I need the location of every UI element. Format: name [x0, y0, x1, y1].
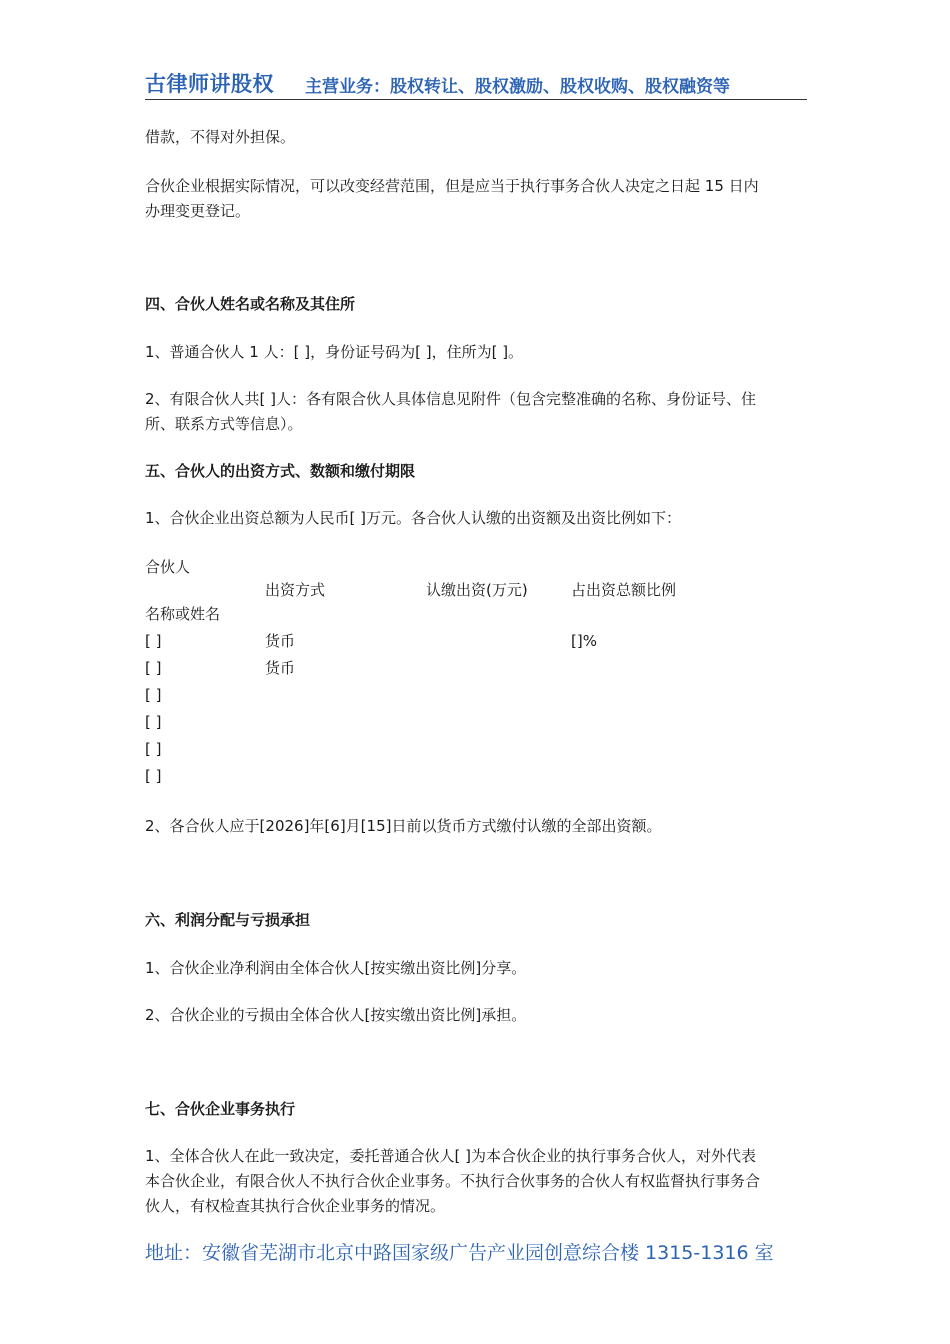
table-cell-method: 货币 — [265, 632, 296, 650]
paragraph: 本合伙企业，有限合伙人不执行合伙企业事务。不执行合伙事务的合伙人有权监督执行事务合 — [145, 1172, 761, 1190]
table-cell-name: [ ] — [145, 659, 162, 677]
paragraph: 1、全体合伙人在此一致决定，委托普通合伙人[ ]为本合伙企业的执行事务合伙人，对外代表 — [145, 1147, 757, 1165]
table-header-amount: 认缴出资(万元) — [426, 581, 528, 599]
paragraph: 所、联系方式等信息）。 — [145, 415, 303, 433]
section-heading: 七、合伙企业事务执行 — [145, 1100, 296, 1118]
table-header-ratio: 占出资总额比例 — [571, 581, 677, 599]
table-cell-name: [ ] — [145, 632, 162, 650]
paragraph: 1、普通合伙人 1 人：[ ]，身份证号码为[ ]，住所为[ ]。 — [145, 343, 524, 361]
table-cell-name: [ ] — [145, 767, 162, 785]
paragraph: 合伙企业根据实际情况，可以改变经营范围，但是应当于执行事务合伙人决定之日起 15 日内 — [145, 177, 759, 195]
paragraph: 1、合伙企业出资总额为人民币[ ]万元。各合伙人认缴的出资额及出资比例如下： — [145, 509, 682, 527]
paragraph: 2、各合伙人应于[2026]年[6]月[15]日前以货币方式缴付认缴的全部出资额。 — [145, 817, 662, 835]
header-business: 主营业务：股权转让、股权激励、股权收购、股权融资等 — [305, 77, 730, 97]
table-cell-name: [ ] — [145, 686, 162, 704]
table-header-partner: 合伙人 — [145, 558, 191, 576]
paragraph: 伙人，有权检查其执行合伙企业事务的情况。 — [145, 1197, 446, 1215]
paragraph: 办理变更登记。 — [145, 202, 251, 220]
table-header-method: 出资方式 — [265, 581, 326, 599]
section-heading: 四、合伙人姓名或名称及其住所 — [145, 295, 356, 313]
table-cell-method: 货币 — [265, 659, 296, 677]
header-brand: 古律师讲股权 — [145, 72, 274, 96]
paragraph: 借款，不得对外担保。 — [145, 128, 296, 146]
table-cell-name: [ ] — [145, 713, 162, 731]
paragraph: 2、合伙企业的亏损由全体合伙人[按实缴出资比例]承担。 — [145, 1006, 527, 1024]
table-header-name: 名称或姓名 — [145, 605, 221, 623]
table-cell-name: [ ] — [145, 740, 162, 758]
paragraph: 2、有限合伙人共[ ]人：各有限合伙人具体信息见附件（包含完整准确的名称、身份证号、住 — [145, 390, 757, 408]
footer-address: 地址：安徽省芜湖市北京中路国家级广告产业园创意综合楼 1315-1316 室 — [145, 1242, 774, 1264]
section-heading: 六、利润分配与亏损承担 — [145, 911, 311, 929]
paragraph: 1、合伙企业净利润由全体合伙人[按实缴出资比例]分享。 — [145, 959, 527, 977]
header-divider — [145, 99, 807, 100]
section-heading: 五、合伙人的出资方式、数额和缴付期限 — [145, 462, 416, 480]
table-cell-ratio: []% — [571, 632, 597, 650]
